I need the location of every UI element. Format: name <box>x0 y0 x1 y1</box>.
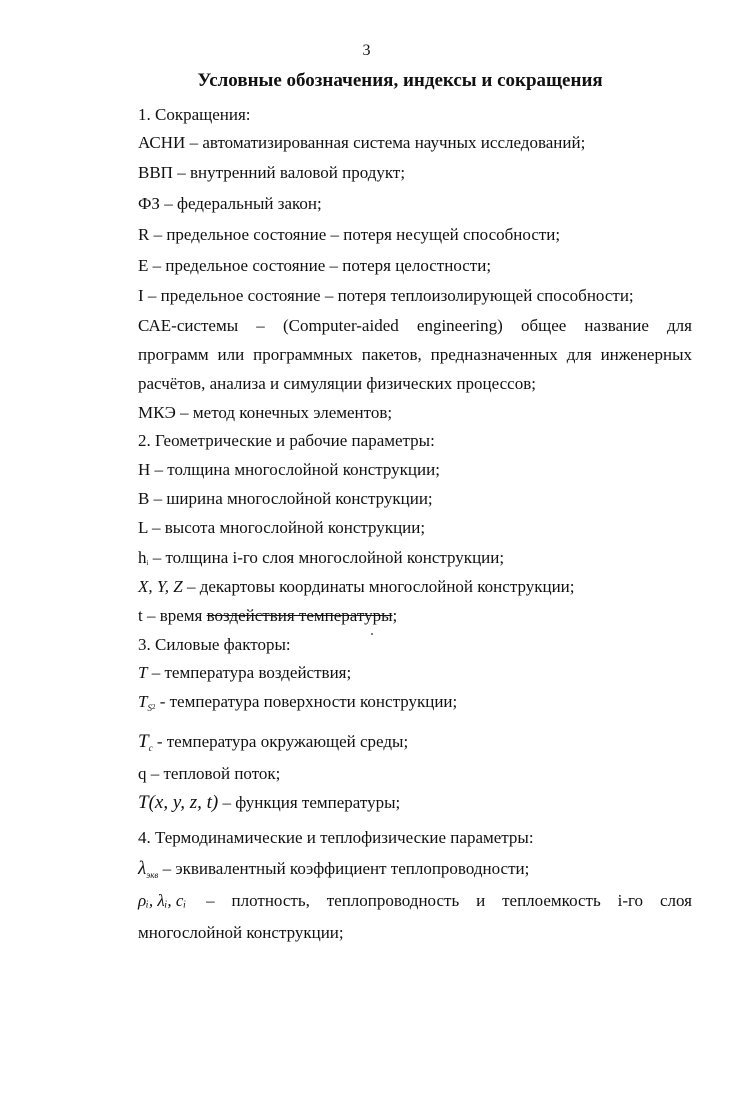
hi-text: – толщина i-го слоя многослойной конструкции; <box>148 548 505 567</box>
Tfunc-text: – функция температуры; <box>218 793 401 812</box>
force-T <box>138 663 351 683</box>
Tc-text: - температура окружающей среды; <box>152 732 409 751</box>
thermo-rlc <box>138 891 692 911</box>
geom-h: Н – толщина многослойной конструкции; <box>138 460 440 479</box>
lambda-index: экв <box>146 870 159 880</box>
abbr-cae-line3: расчётов, анализа и симуляции физических процессов; <box>138 374 536 393</box>
geom-xyz <box>138 577 575 597</box>
force-Tfunc <box>138 792 400 814</box>
hi-symbol: h <box>138 548 147 567</box>
geom-l: L – высота многослойной конструкции; <box>138 518 426 537</box>
force-Tc <box>138 731 408 753</box>
Ts-text: - температура поверхности конструкции; <box>155 692 458 711</box>
abbr-mke: МКЭ – метод конечных элементов; <box>138 403 393 422</box>
force-q: q – тепловой поток; <box>138 764 281 783</box>
geom-hi <box>138 548 504 568</box>
section-thermo-heading: 4. Термодинамические и теплофизические параметры: <box>138 828 534 847</box>
t-struck-text: воздействия температуры <box>206 606 393 625</box>
abbr-fz: ФЗ – федеральный закон; <box>138 194 322 213</box>
xyz-symbol: X, Y, Z <box>138 577 183 596</box>
Ts-index2: 2 <box>151 703 156 711</box>
hi-index: i <box>146 559 149 567</box>
Tfunc-symbol: T(x, y, z, t) <box>138 792 219 813</box>
lambda-symbol: λ <box>138 858 147 879</box>
geom-t <box>138 606 397 626</box>
thermo-lambda <box>138 858 529 880</box>
T-symbol: T <box>138 663 148 682</box>
T-text: – температура воздействия; <box>147 663 352 682</box>
t-prefix: t – время <box>138 606 207 625</box>
page-title: Условные обозначения, индексы и сокращения <box>197 70 603 91</box>
t-suffix: ; <box>392 606 398 625</box>
Tc-symbol: T <box>138 731 149 752</box>
page-number: 3 <box>362 42 371 59</box>
section-abbreviations-heading: 1. Сокращения: <box>138 105 251 124</box>
section-force-heading: 3. Силовые факторы: <box>138 635 291 654</box>
rlc-text: – плотность, теплопроводность и теплоемкость i-го слоя <box>206 891 692 910</box>
Tc-index: c <box>148 743 153 753</box>
abbr-e: Е – предельное состояние – потеря целостности; <box>138 256 492 275</box>
abbr-asni: АСНИ – автоматизированная система научных исследований; <box>138 133 586 152</box>
thermo-rlc-line2: многослойной конструкции; <box>138 923 344 942</box>
abbr-i: I – предельное состояние – потеря теплоизолирующей способности; <box>138 286 634 305</box>
force-Ts <box>138 692 457 713</box>
Ts-index: S <box>147 703 152 713</box>
xyz-text: – декартовы координаты многослойной конструкции; <box>182 577 575 596</box>
Ts-symbol: T <box>138 692 148 711</box>
geom-b: В – ширина многослойной конструкции; <box>138 489 433 508</box>
abbr-r: R – предельное состояние – потеря несущей способности; <box>138 225 561 244</box>
rlc-symbols: ρᵢ, λᵢ, cᵢ <box>138 891 187 910</box>
lambda-text: – эквивалентный коэффициент теплопроводности; <box>158 859 530 878</box>
abbr-cae-line2: программ или программных пакетов, предназначенных для инженерных <box>138 345 692 364</box>
stray-dot <box>371 633 373 635</box>
abbr-vvp: ВВП – внутренний валовой продукт; <box>138 163 406 182</box>
abbr-cae-line1: САЕ-системы – (Computer-aided engineering) общее название для <box>138 316 692 335</box>
section-geometry-heading: 2. Геометрические и рабочие параметры: <box>138 431 435 450</box>
